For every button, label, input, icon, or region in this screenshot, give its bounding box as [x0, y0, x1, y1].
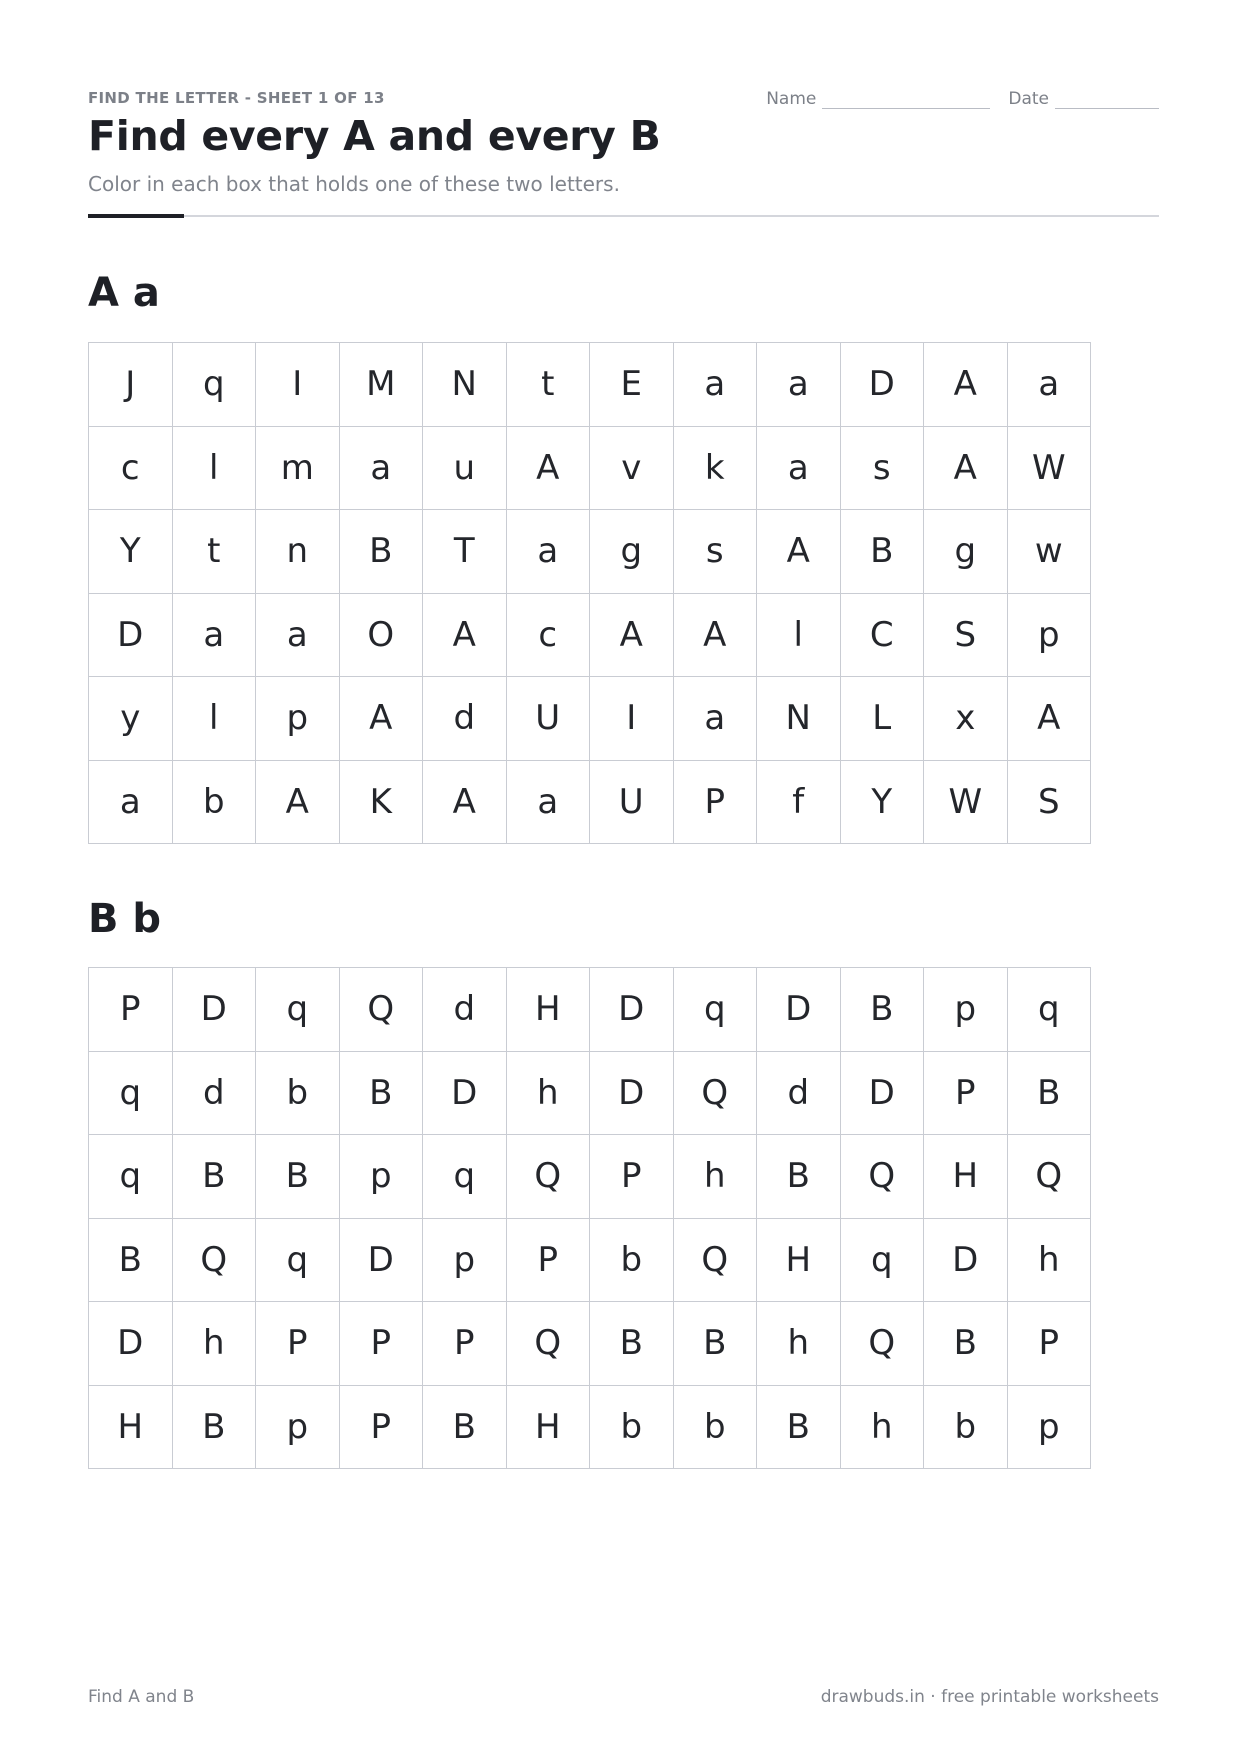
letter-cell[interactable]: h	[674, 1135, 758, 1219]
letter-cell[interactable]: y	[89, 677, 173, 761]
letter-cell[interactable]: A	[674, 594, 758, 678]
letter-cell[interactable]: q	[841, 1219, 925, 1303]
letter-cell[interactable]: h	[757, 1302, 841, 1386]
letter-cell[interactable]: h	[1008, 1219, 1092, 1303]
letter-cell[interactable]: a	[757, 343, 841, 427]
letter-cell[interactable]: J	[89, 343, 173, 427]
letter-cell[interactable]: a	[173, 594, 257, 678]
letter-cell[interactable]: P	[256, 1302, 340, 1386]
letter-cell[interactable]: Q	[507, 1302, 591, 1386]
letter-cell[interactable]: D	[173, 968, 257, 1052]
letter-cell[interactable]: d	[423, 677, 507, 761]
letter-cell[interactable]: P	[674, 761, 758, 845]
letter-cell[interactable]: B	[423, 1386, 507, 1470]
letter-cell[interactable]: A	[507, 427, 591, 511]
letter-cell[interactable]: M	[340, 343, 424, 427]
letter-cell[interactable]: B	[757, 1386, 841, 1470]
letter-cell[interactable]: Q	[1008, 1135, 1092, 1219]
letter-cell[interactable]: w	[1008, 510, 1092, 594]
letter-cell[interactable]: p	[924, 968, 1008, 1052]
page-subtitle: Color in each box that holds one of these two letters.	[88, 172, 620, 196]
letter-cell[interactable]: a	[757, 427, 841, 511]
letter-cell[interactable]: P	[590, 1135, 674, 1219]
sheet-label: FIND THE LETTER - SHEET 1 OF 13	[88, 89, 385, 107]
letter-cell[interactable]: E	[590, 343, 674, 427]
letter-cell[interactable]: A	[340, 677, 424, 761]
letter-cell[interactable]: q	[256, 1219, 340, 1303]
letter-cell[interactable]: P	[924, 1052, 1008, 1136]
letter-cell[interactable]: A	[423, 761, 507, 845]
letter-cell[interactable]: D	[590, 968, 674, 1052]
letter-cell[interactable]: Q	[841, 1302, 925, 1386]
letter-cell[interactable]: m	[256, 427, 340, 511]
letter-cell[interactable]: P	[340, 1302, 424, 1386]
letter-cell[interactable]: H	[507, 1386, 591, 1470]
letter-cell[interactable]: d	[423, 968, 507, 1052]
letter-cell[interactable]: g	[924, 510, 1008, 594]
letter-cell[interactable]: P	[423, 1302, 507, 1386]
letter-grid-a	[88, 342, 1091, 844]
letter-cell[interactable]: D	[590, 1052, 674, 1136]
letter-cell[interactable]: q	[89, 1052, 173, 1136]
letter-cell[interactable]: b	[256, 1052, 340, 1136]
letter-cell[interactable]: B	[841, 510, 925, 594]
letter-cell[interactable]: p	[256, 1386, 340, 1470]
letter-cell[interactable]: a	[674, 343, 758, 427]
letter-cell[interactable]: a	[89, 761, 173, 845]
letter-cell[interactable]: P	[89, 968, 173, 1052]
letter-cell[interactable]: H	[89, 1386, 173, 1470]
letter-cell[interactable]: l	[173, 677, 257, 761]
letter-cell[interactable]: Q	[340, 968, 424, 1052]
letter-cell[interactable]: A	[1008, 677, 1092, 761]
section-heading-a: A a	[88, 270, 160, 316]
letter-grid-b	[88, 967, 1091, 1469]
letter-cell[interactable]: W	[924, 761, 1008, 845]
name-line	[822, 88, 990, 109]
letter-cell[interactable]: f	[757, 761, 841, 845]
letter-cell[interactable]: c	[89, 427, 173, 511]
letter-cell[interactable]: p	[256, 677, 340, 761]
letter-cell[interactable]: q	[89, 1135, 173, 1219]
letter-cell[interactable]: U	[507, 677, 591, 761]
letter-cell[interactable]: Q	[674, 1052, 758, 1136]
letter-cell[interactable]: K	[340, 761, 424, 845]
date-label: Date	[1008, 89, 1049, 109]
letter-cell[interactable]: u	[423, 427, 507, 511]
letter-cell[interactable]: D	[757, 968, 841, 1052]
letter-cell[interactable]: A	[757, 510, 841, 594]
letter-cell[interactable]: T	[423, 510, 507, 594]
letter-cell[interactable]: a	[507, 761, 591, 845]
letter-cell[interactable]: n	[256, 510, 340, 594]
letter-cell[interactable]: l	[757, 594, 841, 678]
letter-cell[interactable]: d	[173, 1052, 257, 1136]
letter-cell[interactable]: O	[340, 594, 424, 678]
letter-cell[interactable]: q	[1008, 968, 1092, 1052]
letter-cell[interactable]: D	[89, 594, 173, 678]
letter-cell[interactable]: H	[924, 1135, 1008, 1219]
letter-cell[interactable]: S	[924, 594, 1008, 678]
page-title: Find every A and every B	[88, 112, 661, 160]
letter-cell[interactable]: B	[340, 510, 424, 594]
letter-cell[interactable]: A	[423, 594, 507, 678]
letter-cell[interactable]: b	[173, 761, 257, 845]
letter-cell[interactable]: P	[1008, 1302, 1092, 1386]
footer-title: Find A and B	[88, 1687, 195, 1707]
letter-cell[interactable]: l	[173, 427, 257, 511]
letter-cell[interactable]: q	[173, 343, 257, 427]
letter-cell[interactable]: k	[674, 427, 758, 511]
letter-cell[interactable]: Q	[173, 1219, 257, 1303]
letter-cell[interactable]: a	[1008, 343, 1092, 427]
letter-cell[interactable]: t	[173, 510, 257, 594]
letter-cell[interactable]: N	[423, 343, 507, 427]
letter-cell[interactable]: q	[256, 968, 340, 1052]
letter-cell[interactable]: g	[590, 510, 674, 594]
letter-cell[interactable]: B	[841, 968, 925, 1052]
letter-cell[interactable]: B	[924, 1302, 1008, 1386]
letter-cell[interactable]: B	[173, 1135, 257, 1219]
letter-cell[interactable]: I	[590, 677, 674, 761]
letter-cell[interactable]: Y	[841, 761, 925, 845]
letter-cell[interactable]: c	[507, 594, 591, 678]
letter-cell[interactable]: A	[590, 594, 674, 678]
letter-cell[interactable]: D	[841, 1052, 925, 1136]
letter-cell[interactable]: A	[256, 761, 340, 845]
letter-cell[interactable]: a	[340, 427, 424, 511]
letter-cell[interactable]: I	[256, 343, 340, 427]
letter-cell[interactable]: h	[841, 1386, 925, 1470]
letter-cell[interactable]: a	[256, 594, 340, 678]
letter-cell[interactable]: x	[924, 677, 1008, 761]
name-label: Name	[766, 89, 817, 109]
letter-cell[interactable]: b	[590, 1219, 674, 1303]
letter-cell[interactable]: D	[841, 343, 925, 427]
letter-cell[interactable]: v	[590, 427, 674, 511]
letter-cell[interactable]: a	[674, 677, 758, 761]
date-line	[1055, 88, 1159, 109]
letter-cell[interactable]: B	[89, 1219, 173, 1303]
letter-cell[interactable]: D	[340, 1219, 424, 1303]
letter-cell[interactable]: W	[1008, 427, 1092, 511]
letter-cell[interactable]: d	[757, 1052, 841, 1136]
letter-cell[interactable]: N	[757, 677, 841, 761]
letter-cell[interactable]: p	[1008, 594, 1092, 678]
letter-cell[interactable]: B	[757, 1135, 841, 1219]
letter-cell[interactable]: q	[423, 1135, 507, 1219]
section-heading-b: B b	[88, 896, 162, 942]
header-accent-bar	[88, 214, 184, 218]
letter-cell[interactable]: Q	[841, 1135, 925, 1219]
letter-cell[interactable]: p	[423, 1219, 507, 1303]
letter-cell[interactable]: Q	[507, 1135, 591, 1219]
letter-cell[interactable]: b	[674, 1386, 758, 1470]
letter-cell[interactable]: Y	[89, 510, 173, 594]
letter-cell[interactable]: B	[173, 1386, 257, 1470]
letter-cell[interactable]: a	[507, 510, 591, 594]
letter-cell[interactable]: B	[590, 1302, 674, 1386]
letter-cell[interactable]: A	[924, 427, 1008, 511]
letter-cell[interactable]: P	[507, 1219, 591, 1303]
letter-cell[interactable]: D	[89, 1302, 173, 1386]
letter-cell[interactable]: p	[340, 1135, 424, 1219]
letter-cell[interactable]: B	[674, 1302, 758, 1386]
letter-cell[interactable]: h	[507, 1052, 591, 1136]
name-date-fields	[766, 88, 1159, 109]
letter-cell[interactable]: t	[507, 343, 591, 427]
letter-cell[interactable]: H	[757, 1219, 841, 1303]
letter-cell[interactable]: P	[340, 1386, 424, 1470]
letter-cell[interactable]: D	[924, 1219, 1008, 1303]
letter-cell[interactable]: B	[256, 1135, 340, 1219]
letter-cell[interactable]: b	[924, 1386, 1008, 1470]
letter-cell[interactable]: h	[173, 1302, 257, 1386]
letter-cell[interactable]: H	[507, 968, 591, 1052]
letter-cell[interactable]: D	[423, 1052, 507, 1136]
letter-cell[interactable]: L	[841, 677, 925, 761]
letter-cell[interactable]: S	[1008, 761, 1092, 845]
letter-cell[interactable]: B	[1008, 1052, 1092, 1136]
letter-cell[interactable]: s	[674, 510, 758, 594]
letter-cell[interactable]: A	[924, 343, 1008, 427]
header-divider	[88, 215, 1159, 217]
letter-cell[interactable]: B	[340, 1052, 424, 1136]
letter-cell[interactable]: q	[674, 968, 758, 1052]
date-field	[1008, 88, 1159, 109]
letter-cell[interactable]: U	[590, 761, 674, 845]
letter-cell[interactable]: s	[841, 427, 925, 511]
letter-cell[interactable]: C	[841, 594, 925, 678]
footer-credit: drawbuds.in · free printable worksheets	[820, 1687, 1159, 1707]
letter-cell[interactable]: Q	[674, 1219, 758, 1303]
letter-cell[interactable]: p	[1008, 1386, 1092, 1470]
name-field	[766, 88, 990, 109]
letter-cell[interactable]: b	[590, 1386, 674, 1470]
